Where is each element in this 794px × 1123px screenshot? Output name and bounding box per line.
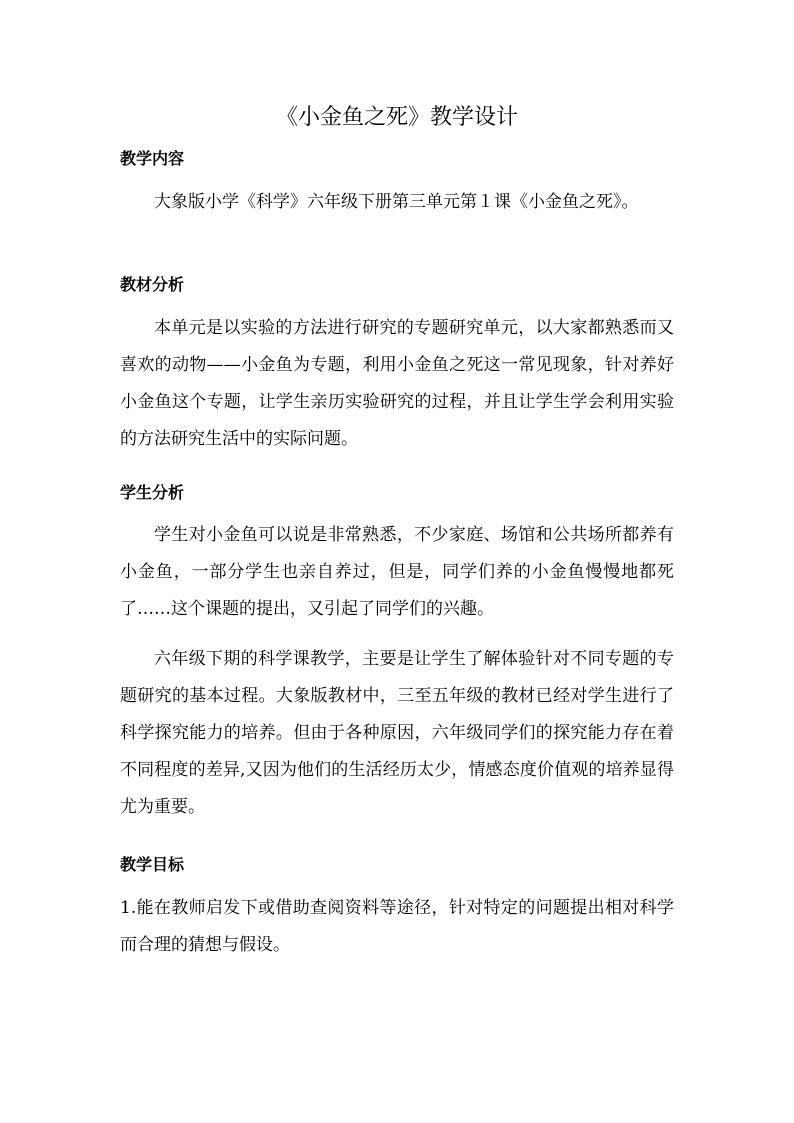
- paragraph-student-analysis-1: 学生对小金鱼可以说是非常熟悉，不少家庭、场馆和公共场所都养有小金鱼，一部分学生也亲自养过，但是，同学们养的小金鱼慢慢地都死了……这个课题的提出，又引起了同学们的兴趣。: [120, 525, 674, 619]
- section-heading-material-analysis: 教材分析: [120, 275, 185, 294]
- paragraph-student-analysis-2: 六年级下期的科学课教学，主要是让学生了解体验针对不同专题的专题研究的基本过程。大象版教材中，三至五年级的教材已经对学生进行了科学探究能力的培养。但由于各种原因，六年级同学们的探究能力存在着不同程度的差异,又因为他们的生活经历太少，情感态度价值观的培养显得尤为重要。: [120, 649, 674, 817]
- document-title: 《小金鱼之死》教学设计: [275, 105, 518, 130]
- paragraph-teaching-content: 大象版小学《科学》六年级下册第三单元第１课《小金鱼之死》。: [154, 192, 639, 212]
- paragraph-teaching-goal-1: 1.能在教师启发下或借助查阅资料等途径，针对特定的问题提出相对科学而合理的猜想与假设。: [120, 898, 674, 955]
- section-heading-student-analysis: 学生分析: [120, 483, 185, 502]
- paragraph-material-analysis: 本单元是以实验的方法进行研究的专题研究单元，以大家都熟悉而又喜欢的动物——小金鱼为专题，利用小金鱼之死这一常见现象，针对养好小金鱼这个专题，让学生亲历实验研究的过程，并且让学生学会利用实验的方法研究生活中的实际问题。: [120, 318, 674, 449]
- section-heading-teaching-goals: 教学目标: [120, 855, 185, 874]
- section-heading-teaching-content: 教学内容: [120, 149, 185, 168]
